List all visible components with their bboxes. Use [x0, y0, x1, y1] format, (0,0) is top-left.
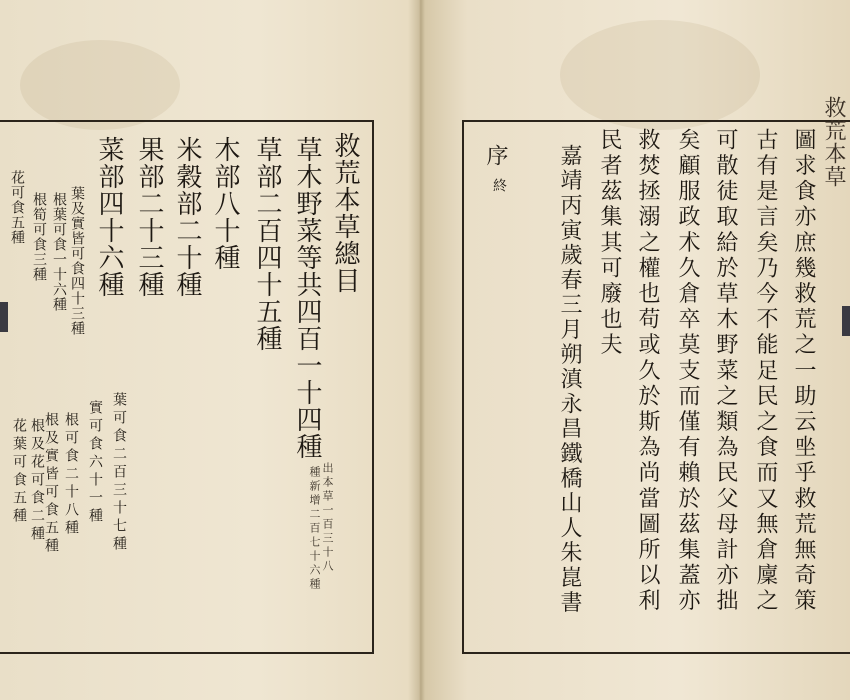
grass-sub-root-fruit: 根及實皆可食五種 [43, 412, 59, 556]
preface-col-4: 矣顧服政术久倉卒莫支而僅有賴於茲集蓋亦 [675, 128, 700, 615]
edge-title: 救荒本草 [821, 96, 846, 188]
vegetable-section: 菜部四十六種 [94, 136, 124, 298]
binding-tab-right [842, 306, 850, 336]
preface-end-mark: 終 [491, 178, 507, 193]
contents-title: 救荒本草總目 [330, 132, 360, 294]
right-page [422, 0, 850, 700]
grass-sub-root: 根可食二十八種 [63, 412, 79, 538]
veg-sub-flower: 花可食五種 [9, 170, 25, 245]
grain-section: 米穀部二十種 [172, 136, 202, 298]
veg-sub-leaf-fruit: 葉及實皆可食四十三種 [69, 186, 85, 336]
veg-sub-root-leaf: 根葉可食一十六種 [51, 192, 67, 312]
left-page [0, 0, 418, 700]
total-note-line2: 種新增二百七十六種 [308, 466, 321, 592]
grass-sub-fruit: 實可食六十一種 [87, 400, 103, 526]
total-note-line1: 出本草一百三十八 [321, 462, 334, 574]
grass-sub-flower-leaf: 花葉可食五種 [11, 418, 27, 526]
preface-col-3: 可散徒取給於草木野菜之類為民父母計亦拙 [713, 128, 738, 615]
preface-col-5: 救焚拯溺之權也苟或久於斯為尚當圖所以利 [635, 128, 660, 615]
total-entry: 草木野菜等共四百一十四種 [292, 136, 322, 460]
binding-tab-left [0, 302, 8, 332]
preface-signature: 嘉靖丙寅歲春三月朔滇永昌鐵橋山人朱崑書 [557, 144, 582, 616]
fruit-section: 果部二十三種 [134, 136, 164, 298]
preface-col-6: 民者茲集其可廢也夫 [597, 128, 622, 359]
grass-section: 草部二百四十五種 [252, 136, 282, 352]
grass-sub-leaf: 葉可食二百三十七種 [111, 392, 127, 554]
veg-sub-root-shoot: 根筍可食三種 [31, 192, 47, 282]
preface-col-1: 圖求食亦庶幾救荒之一助云㘴乎救荒無奇策 [791, 128, 816, 615]
preface-end-label: 序 [483, 144, 508, 167]
grass-sub-root-flower: 根及花可食二種 [29, 418, 45, 544]
preface-col-2: 古有是言矣乃今不能足民之食而又無倉廩之 [753, 128, 778, 615]
tree-section: 木部八十種 [210, 136, 240, 271]
